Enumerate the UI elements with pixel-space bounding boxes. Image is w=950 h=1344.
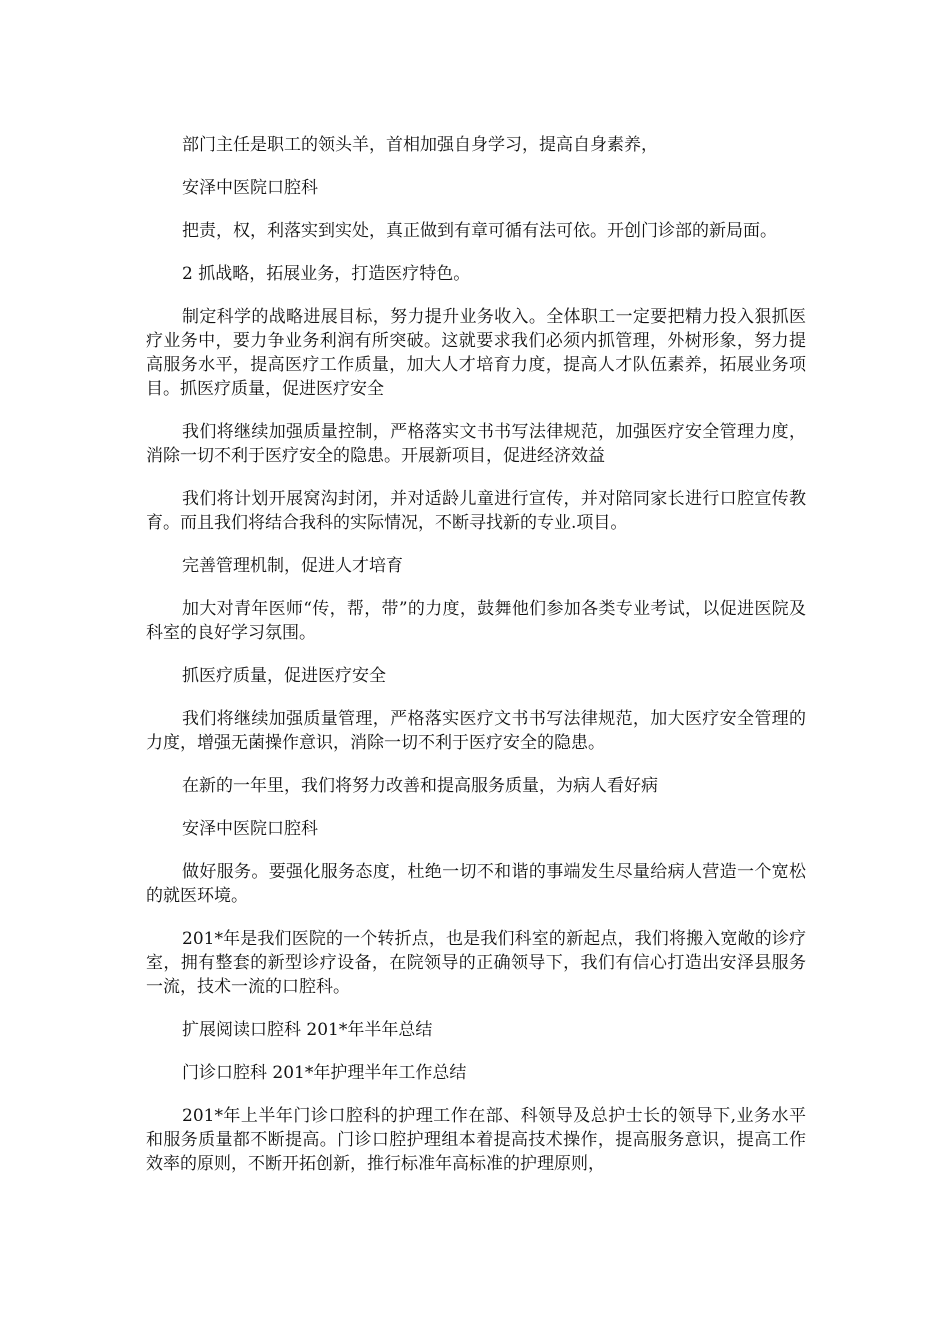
paragraph: 扩展阅读口腔科 201*年半年总结 bbox=[182, 1020, 433, 1040]
document-body bbox=[146, 133, 806, 1195]
paragraph: 我们将继续加强质量控制，严格落实文书书写法律规范，加强医疗安全管理力度，消除一切不利于医疗安全的隐患。开展新项目，促进经济效益 bbox=[146, 422, 806, 466]
paragraph: 制定科学的战略进展目标，努力提升业务收入。全体职工一定要把精力投入狠抓医疗业务中，要力争业务利润有所突破。这就要求我们必须内抓管理，外树形象，努力提高服务水平，提高医疗工作质量，加大人才培育力度，提高人才队伍素养，拓展业务项目。抓医疗质量，促进医疗安全 bbox=[146, 307, 806, 399]
paragraph: 完善管理机制，促进人才培育 bbox=[182, 556, 403, 576]
paragraph: 部门主任是职工的领头羊，首相加强自身学习，提高自身素养， bbox=[182, 135, 658, 155]
paragraph: 把责，权，利落实到实处，真正做到有章可循有法可依。开创门诊部的新局面。 bbox=[182, 221, 777, 241]
paragraph: 201*年上半年门诊口腔科的护理工作在部、科领导及总护士长的领导下,业务水平和服务质量都不断提高。门诊口腔护理组本着提高技术操作，提高服务意识，提高工作效率的原则，不断开拓创新，推行标准年高标准的护理原则， bbox=[146, 1106, 806, 1174]
paragraph: 门诊口腔科 201*年护理半年工作总结 bbox=[182, 1063, 467, 1083]
paragraph: 我们将继续加强质量管理，严格落实医疗文书书写法律规范，加大医疗安全管理的力度，增强无菌操作意识，消除一切不利于医疗安全的隐患。 bbox=[146, 709, 806, 753]
paragraph: 安泽中医院口腔科 bbox=[182, 178, 318, 198]
paragraph: 201*年是我们医院的一个转折点，也是我们科室的新起点，我们将搬入宽敞的诊疗室，拥有整套的新型诊疗设备，在院领导的正确领导下，我们有信心打造出安泽县服务一流，技术一流的口腔科。 bbox=[146, 929, 806, 997]
paragraph: 我们将计划开展窝沟封闭，并对适龄儿童进行宣传，并对陪同家长进行口腔宣传教育。而且我们将结合我科的实际情况，不断寻找新的专业.项目。 bbox=[146, 489, 806, 533]
paragraph: 2 抓战略，拓展业务，打造医疗特色。 bbox=[182, 264, 471, 284]
paragraph: 在新的一年里，我们将努力改善和提高服务质量，为病人看好病 bbox=[182, 776, 658, 796]
paragraph: 抓医疗质量，促进医疗安全 bbox=[182, 666, 386, 686]
paragraph: 加大对青年医师“传，帮，带”的力度，鼓舞他们参加各类专业考试，以促进医院及科室的良好学习氛围。 bbox=[146, 599, 806, 643]
paragraph: 安泽中医院口腔科 bbox=[182, 819, 318, 839]
paragraph: 做好服务。要强化服务态度，杜绝一切不和谐的事端发生尽量给病人营造一个宽松的就医环境。 bbox=[146, 862, 806, 906]
